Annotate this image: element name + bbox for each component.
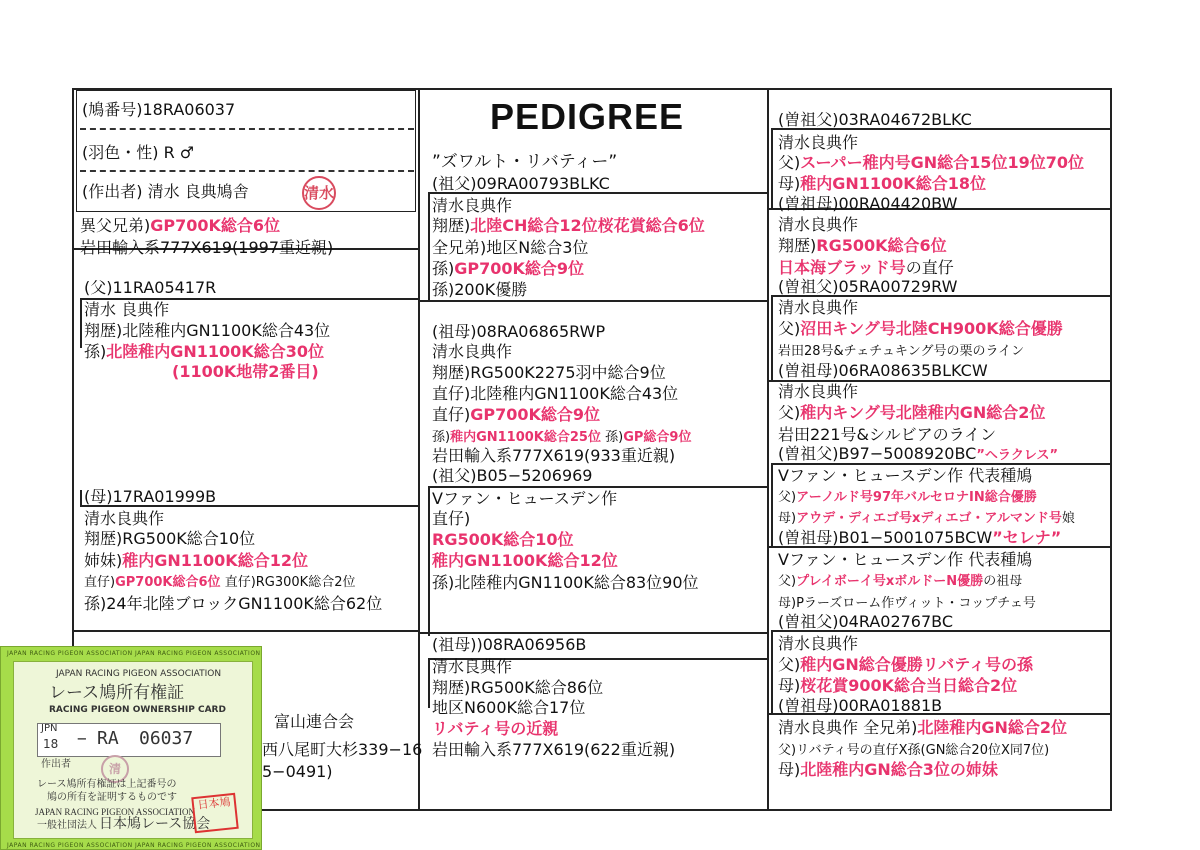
page-title: PEDIGREE [490, 96, 685, 137]
gg6-line2: 母)Pラーズローム作ヴィット・コップチェ号 [778, 596, 1036, 611]
value: RG300K総合2位 [255, 575, 356, 590]
label: 孫) [84, 342, 107, 361]
value: プレイボーイ号xボルドーN優勝 [796, 574, 984, 589]
label: 翔歴) [778, 236, 817, 255]
card-assoc-en: JAPAN RACING PIGEON ASSOCIATION [56, 669, 222, 679]
phone: 5−0491) [262, 762, 333, 781]
value: (曽祖母)B01−5001075BCW [778, 528, 993, 547]
label: 清水良典作 全兄弟) [778, 718, 918, 737]
value: 稚内GN1100K総合25位 [450, 430, 601, 445]
gg7-ring: (曽祖父)04RA02767BC [778, 612, 954, 631]
granddam1-grandchild [432, 428, 691, 448]
half-sibling-line [80, 216, 280, 236]
text: の直仔 [905, 258, 954, 277]
bracket-line [428, 486, 767, 488]
card-title: レース鳩所有権証 [49, 683, 185, 703]
label: 直仔) [432, 405, 471, 424]
gg3-line2: 岩田28号&チェチュキング号の栗のライン [778, 344, 1025, 359]
value: GP700K総合9位 [454, 259, 585, 278]
value: 稚内GN1100K総合18位 [800, 174, 986, 193]
column-divider-2 [767, 88, 769, 811]
value: GP総合9位 [623, 430, 692, 445]
card-note-1: レース鳩所有権証は上記番号の [37, 779, 177, 790]
granddam1-child: 直仔)北陸稚内GN1100K総合43位 [432, 384, 679, 403]
card-assoc-jp-prefix: 一般社団法人 [37, 820, 97, 831]
label: 異父兄弟) [80, 216, 151, 235]
grandsire2-breeder: Vファン・ヒュースデン作 [432, 489, 618, 508]
card-title-en: RACING PIGEON OWNERSHIP CARD [49, 705, 226, 715]
card-maker-label: 作出者 [41, 759, 71, 770]
bracket-line [771, 295, 773, 380]
gg7-line2 [778, 676, 1017, 696]
granddam2-local: 地区N600K総合17位 [432, 698, 586, 717]
grandsire2-child: RG500K総合10位 [432, 530, 574, 549]
ownership-card [0, 646, 262, 850]
dashed-divider [80, 128, 414, 130]
card-assoc-en-2: JAPAN RACING PIGEON ASSOCIATION [35, 807, 195, 817]
gg6-ring [778, 528, 1061, 548]
card-border-text: JAPAN RACING PIGEON ASSOCIATION JAPAN RACING PIGEON ASSOCIATION [7, 650, 261, 657]
label: 父) [778, 319, 801, 338]
value: RG500K総合10位 [122, 529, 256, 548]
label: 翔歴) [432, 216, 471, 235]
bracket-line [72, 630, 418, 632]
bracket-line [771, 463, 773, 546]
value: 日本海ブラッド号 [778, 258, 906, 277]
value: GP700K総合9位 [470, 405, 601, 424]
column-divider-1 [418, 88, 420, 811]
breeder-name: (作出者) 清水 良典鳩舎 [82, 182, 249, 201]
ring-number-field [37, 723, 221, 757]
value: 北陸稚内GN総合2位 [917, 718, 1068, 737]
gg2-line2 [778, 258, 954, 278]
name: ”セレナ” [992, 528, 1062, 547]
gg7-breeder: 清水良典作 [778, 634, 859, 653]
sire-grandchild [84, 342, 324, 362]
label: 姉妹) [84, 551, 123, 570]
granddam2-record: 翔歴)RG500K総合86位 [432, 678, 604, 697]
sire-breeder: 清水 良典作 [84, 300, 170, 319]
gg7-line1 [778, 655, 1033, 675]
granddam1-ring: (祖母)08RA06865RWP [432, 322, 606, 341]
gg8-line2 [778, 760, 998, 780]
gg4-ring: (曽祖母)06RA08635BLKCW [778, 361, 988, 380]
card-sep: − [77, 729, 87, 748]
value: GP700K総合6位 [115, 575, 221, 590]
gg1-line2 [778, 174, 986, 194]
granddam2-near: リバティ号の近親 [432, 719, 559, 738]
grandsire2-child-label: 直仔) [432, 509, 471, 528]
label: 父) [778, 153, 801, 172]
grandsire1-record [432, 216, 705, 236]
granddam1-child-2 [432, 405, 600, 425]
sire-grandchild-note: (1100K地帯2番目) [172, 362, 319, 381]
granddam2-line: 岩田輸入系777X619(622重近親) [432, 740, 676, 759]
gg8-line1: 父)リバティ号の直仔X孫(GN総合20位X同7位) [778, 743, 1050, 758]
label: 翔歴) [84, 529, 123, 548]
granddam2-ring: (祖母))08RA06956B [432, 635, 587, 654]
bracket-line [428, 486, 430, 636]
card-note-2: 鳩の所有を証明するものです [47, 792, 177, 803]
value: スーパー稚内号GN総合15位19位70位 [800, 153, 1084, 172]
gg5-line2 [778, 509, 1075, 529]
card-code: RA [97, 728, 119, 749]
label: 母) [778, 174, 801, 193]
dam-children [84, 573, 355, 593]
name: ”ヘラクレス” [976, 448, 1059, 463]
card-year: 18 [43, 737, 59, 751]
granddam2-breeder: 清水良典作 [432, 657, 513, 676]
dam-sister [84, 551, 308, 571]
text: 娘 [1061, 511, 1075, 526]
dam-grandchild: 孫)24年北陸ブロックGN1100K総合62位 [84, 594, 383, 613]
value: 稚内キング号北陸稚内GN総合2位 [800, 403, 1046, 422]
label: 孫) [432, 259, 455, 278]
sire-record: 翔歴)北陸稚内GN1100K総合43位 [84, 321, 331, 340]
value: 沼田キング号北陸CH900K総合優勝 [800, 319, 1063, 338]
gg1-breeder: 清水良典作 [778, 133, 859, 152]
gg4-breeder: 清水良典作 [778, 382, 859, 401]
bracket-line [428, 658, 430, 708]
grandsire2-grandchild: 孫)北陸稚内GN1100K総合83位90位 [432, 573, 699, 592]
gg2-breeder: 清水良典作 [778, 215, 859, 234]
value: 稚内GN総合優勝リバティ号の孫 [800, 655, 1034, 674]
dam-record [84, 529, 255, 549]
gg5-line1 [778, 488, 1037, 508]
grandsire1-grandchild [432, 259, 584, 279]
bracket-line [771, 128, 773, 208]
grandsire1-grandchild-2: 孫)200K優勝 [432, 280, 528, 299]
gg8-breeder [778, 718, 1067, 738]
card-border-text: JAPAN RACING PIGEON ASSOCIATION JAPAN RACING PIGEON ASSOCIATION [7, 842, 261, 849]
gg1-line1 [778, 153, 1084, 173]
value: 北陸稚内GN1100K総合30位 [106, 342, 324, 361]
breeder-seal: 清水 [302, 176, 336, 210]
gg6-line1 [778, 572, 1022, 592]
gg5-ring [778, 444, 1058, 466]
label: 母) [778, 760, 801, 779]
value: 北陸稚内GN総合3位の姉妹 [800, 760, 998, 779]
bracket-line [771, 630, 773, 713]
bird-name: ”ズワルト・リバティー” [432, 152, 618, 172]
label: 孫) [432, 430, 451, 445]
label: 孫) [605, 430, 624, 445]
gg3-line1 [778, 319, 1063, 339]
value: 稚内GN1100K総合12位 [122, 551, 308, 570]
label: 母) [778, 676, 801, 695]
gg4-line2: 岩田221号&シルビアのライン [778, 425, 997, 444]
gg1-ring: (曽祖父)03RA04672BLKC [778, 110, 972, 129]
grandsire2-ring: (祖父)B05−5206969 [432, 466, 593, 485]
label: 父) [778, 490, 797, 505]
value: (曽祖父)B97−5008920BC [778, 444, 977, 463]
gg4-line1 [778, 403, 1045, 423]
card-assoc-jp: 日本鳩レース協会 [99, 816, 211, 832]
bloodline: 岩田輸入系777X619(1997重近親) [80, 238, 334, 257]
address: 西八尾町大杉339−16 [262, 740, 423, 759]
gg2-line1 [778, 236, 947, 256]
sire-ring: (父)11RA05417R [84, 278, 217, 297]
club-name: 富山連合会 [274, 712, 355, 731]
value: RG500K総合6位 [816, 236, 947, 255]
card-number: 06037 [139, 728, 194, 749]
bracket-line [428, 192, 430, 302]
gg8-ring: (曽祖母)00RA01881B [778, 696, 943, 715]
label: 父) [778, 655, 801, 674]
gg3-breeder: 清水良典作 [778, 298, 859, 317]
dam-breeder: 清水良典作 [84, 509, 165, 528]
bracket-line [80, 490, 82, 505]
granddam1-record: 翔歴)RG500K2275羽中総合9位 [432, 363, 666, 382]
dam-ring: (母)17RA01999B [84, 487, 217, 506]
bracket-line [418, 300, 767, 302]
dashed-divider [80, 170, 414, 172]
label: 母) [778, 511, 797, 526]
grandsire2-child-2: 稚内GN1100K総合12位 [432, 551, 618, 570]
gg5-breeder: Vファン・ヒュースデン作 代表種鳩 [778, 466, 1033, 485]
label: 父) [778, 574, 797, 589]
grandsire1-ring: (祖父)09RA00793BLKC [432, 174, 610, 193]
gg3-ring: (曽祖父)05RA00729RW [778, 277, 958, 296]
card-jpn: JPN [41, 723, 58, 734]
gg6-breeder: Vファン・ヒュースデン作 代表種鳩 [778, 550, 1033, 569]
bracket-line [418, 632, 767, 634]
ring-number: (鳩番号)18RA06037 [82, 100, 236, 119]
card-seal: 清 [101, 755, 129, 783]
gg2-ring: (曽祖母)00RA04420BW [778, 194, 958, 213]
granddam1-breeder: 清水良典作 [432, 342, 513, 361]
value: 桜花賞900K総合当日総合2位 [800, 676, 1018, 695]
label: 父) [778, 403, 801, 422]
value: 北陸CH総合12位桜花賞総合6位 [470, 216, 705, 235]
value: アーノルド号97年バルセロナIN総合優勝 [796, 490, 1037, 505]
label: 直仔) [224, 575, 256, 590]
granddam1-line: 岩田輸入系777X619(933重近親) [432, 446, 676, 465]
bracket-line [80, 298, 82, 348]
value: アウデ・ディエゴ号xディエゴ・アルマンド号 [796, 511, 1062, 526]
association-stamp: 日本鳩 [191, 793, 239, 833]
grandsire1-fullsib: 全兄弟)地区N総合3位 [432, 238, 589, 257]
label: 直仔) [84, 575, 116, 590]
color-sex: (羽色・性) R ♂ [82, 143, 195, 162]
value: GP700K総合6位 [150, 216, 281, 235]
grandsire1-breeder: 清水良典作 [432, 196, 513, 215]
text: の祖母 [983, 574, 1023, 589]
